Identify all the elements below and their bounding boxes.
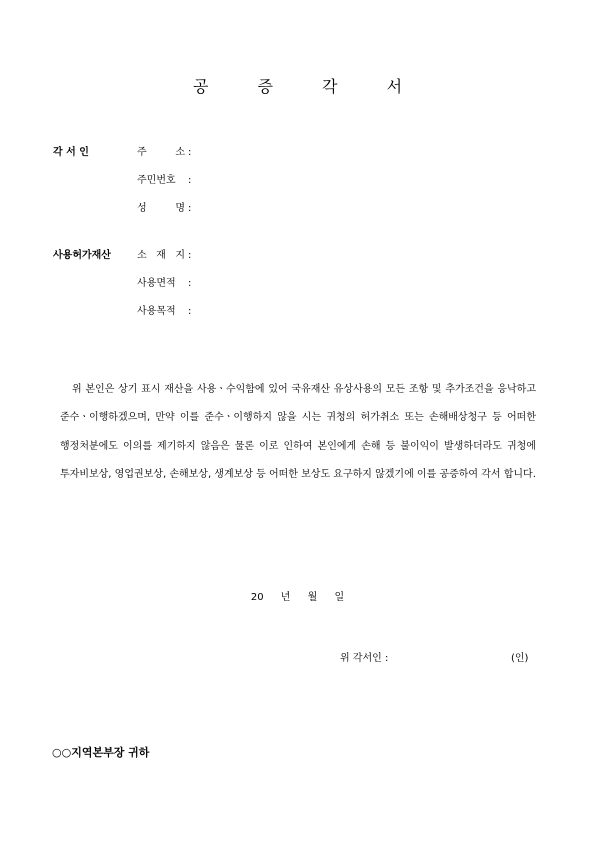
field-label: 주민번호 [137, 175, 176, 186]
pledgor-section-label: 각 서 인 [53, 147, 89, 158]
seal-mark: (인) [511, 653, 529, 664]
field-label: 주 소 [137, 147, 185, 158]
date-line: 20 년 월 일 [250, 592, 345, 603]
field-colon: : [188, 175, 192, 186]
field-label: 성 명 [137, 203, 185, 214]
property-section-label: 사용허가재산 [53, 250, 111, 261]
property-area-field [137, 274, 191, 289]
signer-label: 위 각서인 : [340, 653, 389, 664]
field-colon: : [188, 250, 192, 261]
field-colon: : [188, 203, 192, 214]
field-label: 사용면적 [137, 278, 176, 289]
field-label: 사용목적 [137, 306, 176, 317]
property-location-field [137, 246, 191, 261]
field-label: 소 재 지 [137, 250, 185, 261]
field-colon: : [188, 306, 192, 317]
field-colon: : [188, 147, 192, 158]
property-purpose-field [137, 302, 191, 317]
addressee: ○○지역본부장 귀하 [52, 746, 150, 759]
pledge-body-text: 위 본인은 상기 표시 재산을 사용ㆍ수익함에 있어 국유재산 유상사용의 모든 조항 및 추가조건을 응낙하고 준수ㆍ이행하겠으며, 만약 이를 준수ㆍ이행하지 않을 시는 귀청의 허가취소 또는 손해배상청구 등 어떠한 행정처분에도 이의를 제기하지 않음은 물론 이로 인하여 본인에게 손해 등 불이익이 발생하더라도 귀청에 투자비보상, 영업권보상, 손해보상, 생계보상 등 어떠한 보상도 요구하지 않겠기에 이를 공증하여 각서 합니다. [60, 384, 536, 480]
document-title: 공 증 각 서 [192, 77, 425, 96]
pledgor-address-field [137, 143, 191, 158]
pledgor-name-field [137, 199, 191, 214]
field-colon: : [188, 278, 192, 289]
pledgor-id-number-field [137, 171, 191, 186]
